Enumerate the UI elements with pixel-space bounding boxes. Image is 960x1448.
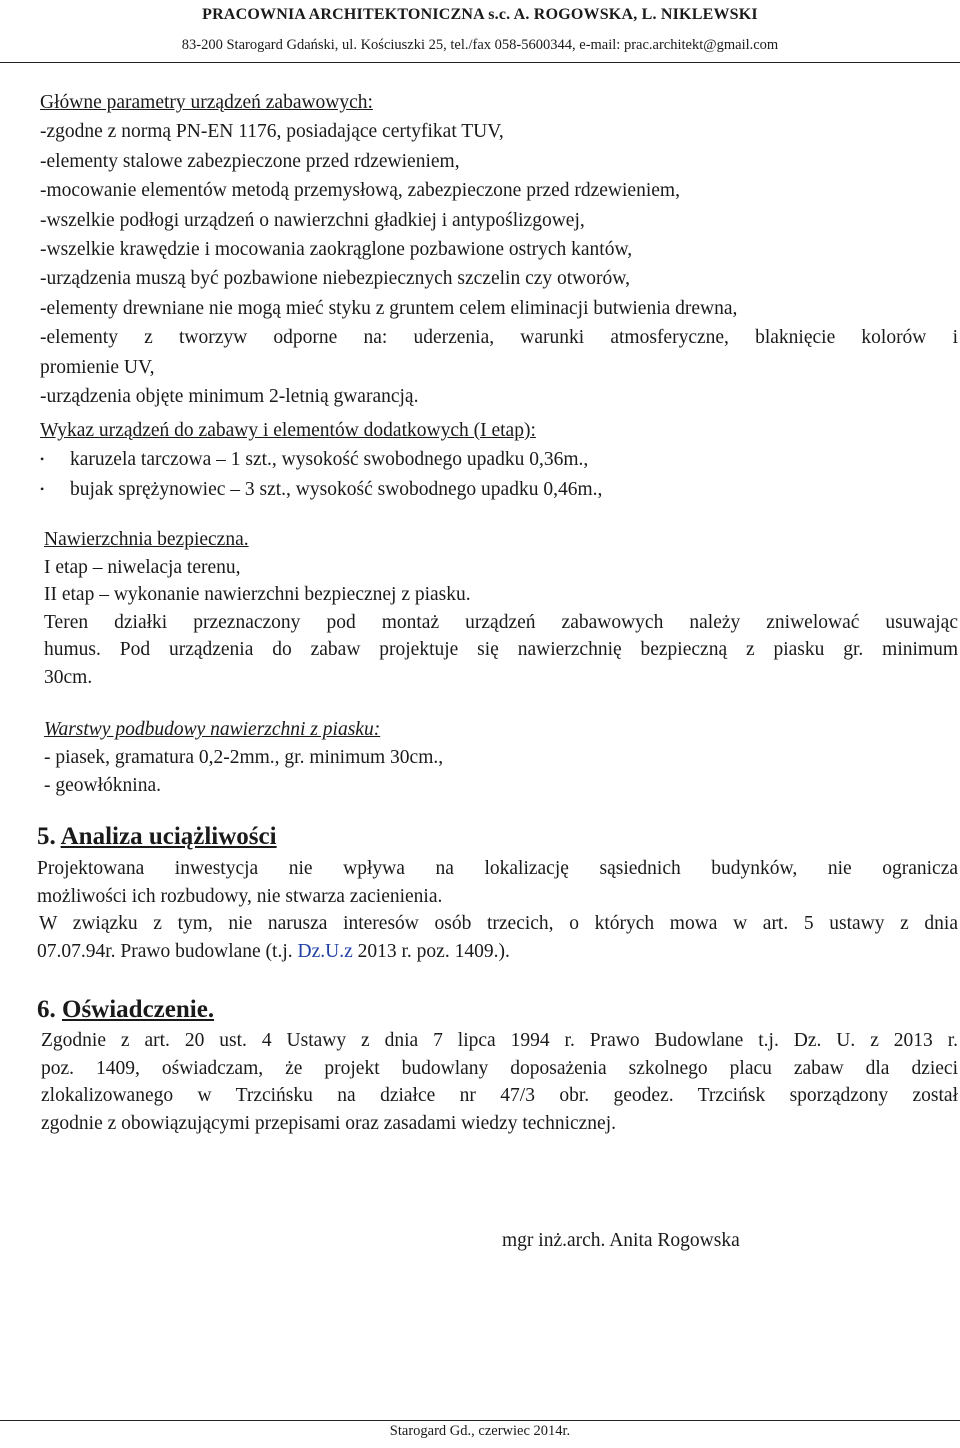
section5-number: 5.	[37, 823, 56, 850]
footer-divider	[0, 1420, 960, 1421]
firm-address: 83-200 Starogard Gdański, ul. Kościuszki 25, tel./fax 058-5600344, e-mail: prac.architekt@gmail.com	[181, 37, 779, 53]
layers-heading: Warstwy podbudowy nawierzchni z piasku:	[44, 719, 381, 740]
device-text: bujak sprężynowiec – 3 szt., wysokość swobodnego upadku 0,46m.,	[70, 478, 603, 500]
devices-heading: Wykaz urządzeń do zabawy i elementów dodatkowych (I etap):	[40, 420, 536, 441]
section6-body	[41, 1027, 958, 1137]
section6-line: zgodnie z obowiązującymi przepisami oraz zasadami wiedzy technicznej.	[41, 1112, 616, 1134]
surface-heading: Nawierzchnia bezpieczna.	[44, 529, 249, 550]
surface-para-line: 30cm.	[44, 666, 93, 688]
list-item	[40, 475, 940, 504]
section5-line: W związku z tym, nie narusza interesów osób trzecich, o których mowa w art. 5 ustawy z dnia	[39, 913, 958, 934]
section6-heading	[37, 996, 214, 1024]
param-line: -mocowanie elementów metodą przemysłową, zabezpieczone przed rdzewieniem,	[40, 180, 680, 202]
surface-para-line: Teren działki przeznaczony pod montaż urządzeń zabawowych należy zniwelować usuwając	[44, 611, 958, 633]
header-divider	[0, 62, 960, 63]
section6-line: poz. 1409, oświadczam, że projekt budowlany doposażenia szkolnego placu zabaw dla dzieci	[41, 1057, 958, 1079]
section5-line: Projektowana inwestycja nie wpływa na lokalizację sąsiednich budynków, nie ogranicza	[37, 858, 958, 879]
param-line: -urządzenia objęte minimum 2-letnią gwarancją.	[40, 386, 419, 408]
param-line: -zgodne z normą PN-EN 1176, posiadające certyfikat TUV,	[40, 121, 504, 143]
param-line: -wszelkie krawędzie i mocowania zaokrąglone pozbawione ostrych kantów,	[40, 239, 633, 261]
devices-block	[40, 416, 940, 504]
section5-line: możliwości ich rozbudowy, nie stwarza zacienienia.	[37, 885, 443, 907]
surface-block	[44, 526, 958, 691]
section5-heading	[37, 823, 277, 851]
signature: mgr inż.arch. Anita Rogowska	[502, 1230, 740, 1251]
section5-body	[37, 855, 958, 965]
surface-para-line: humus. Pod urządzenia do zabaw projektuje się nawierzchnię bezpieczną z piasku gr. minimum	[44, 639, 958, 660]
bullet-icon: •	[40, 452, 45, 467]
bullet-icon: •	[40, 481, 45, 496]
layer-line: - geowłóknina.	[44, 775, 161, 796]
surface-line: II etap – wykonanie nawierzchni bezpiecznej z piasku.	[44, 584, 471, 605]
device-text: karuzela tarczowa – 1 szt., wysokość swobodnego upadku 0,36m.,	[70, 449, 589, 471]
section6-title: Oświadczenie.	[62, 996, 215, 1023]
section6-line: Zgodnie z art. 20 ust. 4 Ustawy z dnia 7 lipca 1994 r. Prawo Budowlane t.j. Dz. U. z 2013 r.	[41, 1030, 958, 1051]
list-item	[40, 445, 940, 474]
param-line: -urządzenia muszą być pozbawione niebezpiecznych szczelin czy otworów,	[40, 268, 630, 290]
layer-line: - piasek, gramatura 0,2-2mm., gr. minimum 30cm.,	[44, 747, 444, 768]
param-line: -elementy drewniane nie mogą mieć styku z gruntem celem eliminacji butwienia drewna,	[40, 297, 738, 319]
firm-name: PRACOWNIA ARCHITEKTONICZNA s.c. A. ROGOWSKA, L. NIKLEWSKI	[202, 6, 758, 23]
params-block	[40, 88, 958, 411]
param-line: -elementy stalowe zabezpieczone przed rdzewieniem,	[40, 150, 460, 172]
param-line: -elementy z tworzyw odporne na: uderzenia, warunki atmosferyczne, blaknięcie kolorów i	[40, 327, 958, 349]
footer-text: Starogard Gd., czerwiec 2014r.	[389, 1423, 571, 1439]
surface-line: I etap – niwelacja terenu,	[44, 556, 241, 578]
param-line: -wszelkie podłogi urządzeń o nawierzchni gładkiej i antypoślizgowej,	[40, 209, 585, 231]
section5-title: Analiza uciążliwości	[60, 823, 277, 850]
layers-block	[44, 716, 944, 800]
section6-line: zlokalizowanego w Trzcińsku na działce nr 47/3 obr. geodez. Trzcińsk sporządzony został	[41, 1085, 958, 1106]
law-link[interactable]: Dz.U.z	[297, 940, 353, 962]
section6-number: 6.	[37, 996, 56, 1023]
param-line: promienie UV,	[40, 356, 155, 378]
params-heading: Główne parametry urządzeń zabawowych:	[40, 92, 373, 113]
section5-line-last: 07.07.94r. Prawo budowlane (t.j. Dz.U.z 2013 r. poz. 1409.).	[37, 940, 510, 962]
